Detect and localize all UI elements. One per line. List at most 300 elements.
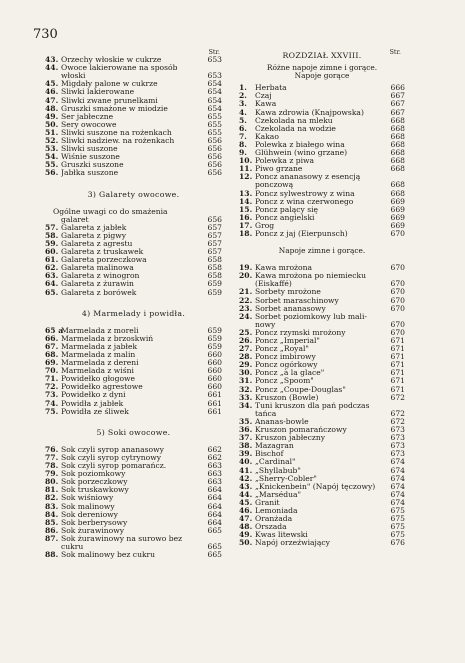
entry-number: 3. (239, 99, 247, 109)
entry-number: 87. (45, 533, 59, 543)
entry-title: Glühwein (wino grzane) (255, 149, 348, 158)
toc-entry (239, 507, 405, 515)
entry-number: 65. (45, 287, 59, 297)
entry-page: 668 (390, 164, 405, 174)
entry-number: 10. (239, 156, 253, 166)
entry-title: Galareta z winogron (61, 272, 140, 281)
entry-number: 28. (239, 352, 253, 362)
entry-title: Śliwki lakierowane (61, 88, 135, 97)
entry-number: 26. (239, 336, 253, 345)
toc-entry (45, 400, 222, 408)
entry-number: 23. (239, 303, 253, 313)
entry-number: 55. (45, 160, 59, 170)
toc-entry (45, 80, 222, 88)
entry-number: 5. (239, 115, 247, 125)
toc-entry (45, 486, 222, 494)
entry-page: 659 (207, 325, 222, 335)
toc-entry (239, 337, 405, 345)
entry-title: Powidła z jabłek (61, 399, 124, 408)
entry-title: tańca (255, 408, 277, 418)
toc-entry (239, 149, 405, 157)
toc-entry (239, 305, 405, 313)
entry-title: Kwas litewski (255, 531, 308, 540)
toc-entry (45, 446, 222, 454)
entry-title: Sok czyli syrop pomarańcz. (61, 462, 167, 471)
section-heading-napoje-gorace: Napoje gorące (294, 71, 350, 81)
entry-page: 663 (207, 461, 222, 471)
entry-title: Poncz z wina czerwonego (255, 197, 354, 206)
toc-entry (45, 224, 222, 232)
entry-page: 671 (390, 344, 405, 354)
entry-title: Marmelada z brzoskwiń (61, 334, 154, 343)
entry-page: 656 (207, 136, 222, 146)
entry-title: Poncz „à la glace" (255, 369, 325, 378)
toc-entry (239, 475, 405, 483)
entry-title: Granit (255, 498, 280, 507)
toc-entry (239, 353, 405, 361)
toc-entry (239, 539, 405, 547)
entry-title: Śliwki zwane prunelkami (61, 96, 158, 105)
entry-number: 19. (239, 263, 253, 273)
toc-entry (45, 391, 222, 399)
entry-number: 51. (45, 127, 59, 137)
entry-page: 671 (390, 360, 405, 370)
toc-entry (239, 157, 405, 165)
entry-number: 72. (45, 382, 59, 392)
toc-entry (45, 232, 222, 240)
toc-entry (45, 161, 222, 169)
section-heading-napoje-zimne: Napoje zimne i gorące. (278, 246, 366, 256)
toc-entry (45, 454, 222, 462)
toc-block-napoje-gorace (239, 84, 405, 238)
entry-number: 59. (45, 238, 59, 248)
entry-page: 667 (390, 91, 405, 101)
entry-number: 21. (239, 287, 253, 297)
entry-number: 53. (45, 144, 59, 154)
entry-page: 656 (207, 152, 222, 162)
entry-number: 25. (239, 327, 253, 337)
entry-title: Poncz ananasowy z esencją (255, 173, 361, 182)
toc-entry (45, 470, 222, 478)
entry-title: „Marsédua" (255, 490, 302, 499)
toc-entry (45, 240, 222, 248)
entry-number: 46. (239, 505, 253, 515)
entry-number: 84. (45, 509, 59, 519)
toc-entry (239, 442, 405, 450)
entry-title: Powidełko głogowe (61, 375, 136, 384)
entry-page: 659 (207, 341, 222, 351)
entry-title: nowy (255, 319, 276, 329)
entry-number: 73. (45, 390, 59, 400)
entry-title: Sok truskawkowy (61, 486, 129, 495)
toc-entry (45, 408, 222, 416)
toc-entry (45, 289, 222, 297)
entry-page: 670 (390, 263, 405, 273)
toc-entry (239, 426, 405, 434)
entry-number: 35. (239, 416, 253, 426)
toc-block-preserves (45, 56, 222, 177)
toc-entry (239, 109, 405, 117)
entry-number: 52. (45, 136, 59, 146)
entry-number: 14. (239, 196, 253, 206)
entry-number: 17. (239, 220, 253, 230)
entry-page: 656 (207, 168, 222, 178)
entry-page: 674 (390, 465, 405, 475)
entry-page: 656 (207, 214, 222, 224)
toc-block-galarety (45, 208, 222, 297)
entry-title: Mazagran (255, 442, 294, 451)
entry-title: Sorbety mrożone (255, 288, 321, 297)
entry-title: cukru (61, 541, 84, 551)
entry-number: 70. (45, 366, 59, 376)
entry-title: Migdały palone w cukrze (61, 80, 158, 89)
entry-number: 75. (45, 406, 59, 416)
entry-page: 658 (207, 271, 222, 281)
toc-entry-continuation (239, 181, 405, 189)
entry-page: 675 (390, 530, 405, 540)
entry-page: 654 (207, 95, 222, 105)
toc-entry (239, 230, 405, 238)
entry-page: 668 (390, 131, 405, 141)
entry-number: 67. (45, 341, 59, 351)
toc-entry (239, 297, 405, 305)
entry-title: Śliwki suszone na rożenkach (61, 128, 172, 137)
entry-page: 654 (207, 103, 222, 113)
entry-title: Sery owocowe (61, 120, 117, 129)
entry-title: Galareta z truskawek (61, 248, 144, 257)
toc-entry (45, 527, 222, 535)
entry-page: 654 (207, 79, 222, 89)
entry-page: 655 (207, 127, 222, 137)
entry-page: 660 (207, 366, 222, 376)
left-column (45, 48, 222, 559)
entry-number: 61. (45, 255, 59, 265)
toc-entry (45, 153, 222, 161)
entry-number: 50. (239, 538, 253, 548)
entry-page: 668 (390, 180, 405, 190)
toc-block-soki (45, 446, 222, 559)
entry-number: 33. (239, 392, 253, 402)
entry-page: 657 (207, 222, 222, 232)
entry-page: 657 (207, 230, 222, 240)
entry-page: 670 (390, 295, 405, 305)
entry-page: 657 (207, 247, 222, 257)
entry-title: Kruszon jabłeczny (255, 434, 326, 443)
entry-title: Piwo grzane (255, 165, 303, 174)
entry-page: 663 (207, 469, 222, 479)
toc-entry (239, 288, 405, 296)
toc-entry (45, 248, 222, 256)
entry-page: 664 (207, 517, 222, 527)
entry-title: Powidła ze śliwek (61, 407, 129, 416)
entry-title: Orzechy włoskie w cukrze (61, 56, 162, 65)
entry-page: 668 (390, 188, 405, 198)
entry-page: 670 (390, 279, 405, 289)
entry-title: Sorbet maraschinowy (255, 296, 339, 305)
entry-title: Kakao (255, 132, 279, 141)
toc-entry (239, 198, 405, 206)
entry-number: 45. (45, 79, 59, 89)
toc-entry (239, 329, 405, 337)
entry-title: Kawa (255, 100, 277, 109)
entry-number: 12. (239, 172, 253, 182)
toc-entry (45, 375, 222, 383)
entry-page: 669 (390, 204, 405, 214)
toc-entry (239, 222, 405, 230)
entry-page: 660 (207, 350, 222, 359)
toc-entry (239, 377, 405, 385)
toc-entry (45, 137, 222, 145)
entry-page: 676 (390, 538, 405, 548)
entry-title: Galareta z żurawin (61, 280, 134, 289)
entry-title: Lemoniada (255, 506, 298, 515)
entry-number: 62. (45, 263, 59, 273)
toc-entry (239, 133, 405, 141)
toc-entry (45, 511, 222, 519)
entry-number: 49. (239, 530, 253, 540)
toc-entry (45, 272, 222, 280)
toc-entry (45, 462, 222, 470)
entry-page: 673 (390, 441, 405, 451)
toc-entry (45, 105, 222, 113)
toc-entry (239, 84, 405, 92)
toc-entry (239, 190, 405, 198)
entry-page: 669 (390, 220, 405, 230)
toc-entry (45, 113, 222, 121)
entry-page: 670 (390, 319, 405, 329)
entry-page: 663 (207, 477, 222, 487)
entry-title: Polewka z białego wina (255, 140, 345, 149)
entry-page: 662 (207, 444, 222, 454)
entry-title: Sok berberysowy (61, 518, 128, 527)
entry-title: Sok żurawinowy na surowo bez (61, 534, 183, 543)
entry-number: 76. (45, 444, 59, 454)
entry-title: Wiśnie suszone (61, 153, 120, 162)
toc-entry (239, 450, 405, 458)
entry-title: Bischof (255, 450, 284, 459)
entry-title: Grog (255, 221, 275, 230)
entry-number: 56. (45, 168, 59, 178)
entry-title: Gruszki suszone (61, 161, 124, 170)
entry-title: Poncz sylwestrowy z wina (255, 189, 355, 198)
toc-entry (45, 551, 222, 559)
entry-number: 57. (45, 222, 59, 232)
entry-title: Sok porzeczkowy (61, 478, 128, 487)
entry-title: Poncz „Spoom" (255, 377, 314, 386)
page-column-label: Str. (389, 48, 401, 56)
toc-entry (45, 88, 222, 96)
toc-entry (45, 280, 222, 288)
entry-page: 672 (390, 416, 405, 426)
entry-number: 81. (45, 485, 59, 495)
entry-page: 655 (207, 111, 222, 121)
entry-title: Poncz angielski (255, 213, 315, 222)
entry-number: 79. (45, 469, 59, 479)
entry-title: Sok wiśniowy (61, 494, 114, 503)
entry-title: Oranżada (255, 515, 293, 524)
entry-title: „Sherry-Cobler" (255, 474, 317, 483)
entry-title: Poncz „Coupe-Douglas" (255, 385, 346, 394)
entry-title: Poncz imbirowy (255, 353, 316, 362)
entry-page: 670 (390, 228, 405, 238)
entry-number: 29. (239, 360, 253, 370)
entry-page: 668 (390, 148, 405, 158)
entry-page: 660 (207, 374, 222, 384)
entry-number: 44. (45, 63, 59, 73)
entry-page: 674 (390, 457, 405, 467)
entry-number: 45. (239, 497, 253, 507)
entry-title: Ogólne uwagi co do smażenia (53, 206, 168, 216)
entry-page: 660 (207, 382, 222, 392)
entry-number: 47. (45, 95, 59, 105)
entry-number: 16. (239, 212, 253, 222)
entry-number: 50. (45, 119, 59, 129)
entry-page: 666 (390, 83, 405, 93)
entry-title: (Eiskaffé) (255, 279, 292, 289)
entry-number: 34. (239, 400, 253, 410)
entry-page: 664 (207, 501, 222, 511)
entry-number: 86. (45, 525, 59, 535)
entry-page: 665 (207, 550, 222, 560)
toc-entry (45, 97, 222, 105)
entry-title: Poncz ogórkowy (255, 361, 318, 370)
entry-number: 80. (45, 477, 59, 487)
entry-page: 658 (207, 255, 222, 265)
entry-title: Polewka z piwa (255, 157, 315, 166)
entry-page: 659 (207, 279, 222, 289)
entry-number: 18. (239, 228, 253, 238)
entry-page: 671 (390, 352, 405, 362)
entry-page: 667 (390, 107, 405, 117)
toc-entry (45, 56, 222, 64)
toc-entry-continuation (239, 410, 405, 418)
entry-page: 671 (390, 336, 405, 345)
toc-entry (239, 345, 405, 353)
toc-entry (45, 478, 222, 486)
entry-page: 672 (390, 392, 405, 402)
entry-page: 675 (390, 522, 405, 532)
entry-number: 78. (45, 461, 59, 471)
entry-title: Kruszon pomarańczowy (255, 426, 347, 435)
entry-number: 82. (45, 493, 59, 503)
entry-page: 665 (207, 525, 222, 535)
entry-title: „Shyllabub" (255, 466, 301, 475)
entry-title: Ser jabłeczne (61, 112, 114, 121)
chapter-subheading: Różne napoje zimne i gorące. (266, 63, 378, 73)
entry-number: 36. (239, 425, 253, 435)
toc-entry (45, 503, 222, 511)
toc-entry (239, 141, 405, 149)
entry-page: 656 (207, 144, 222, 154)
entry-page: 661 (207, 406, 222, 416)
toc-entry (239, 531, 405, 539)
entry-page: 671 (390, 376, 405, 386)
toc-entry-continuation (239, 280, 405, 288)
entry-page: 672 (390, 408, 405, 418)
entry-number: 66. (45, 333, 59, 343)
entry-title: Owoce lakierowane na sposób (61, 64, 178, 73)
entry-page: 675 (390, 505, 405, 515)
entry-number: 42. (239, 473, 253, 483)
entry-page: 662 (207, 452, 222, 462)
entry-title: Gruszki smażone w miodzie (61, 104, 168, 113)
entry-number: 88. (45, 550, 59, 560)
entry-number: 48. (45, 103, 59, 113)
entry-title: Powidełko agrestowe (61, 383, 143, 392)
entry-number: 63. (45, 271, 59, 281)
entry-page: 654 (207, 87, 222, 97)
page-column-label: Str. (208, 48, 220, 56)
entry-title: Galareta z pigwy (61, 231, 127, 240)
entry-number: 1. (239, 83, 247, 93)
toc-entry (239, 458, 405, 466)
entry-title: Galareta malinowa (61, 264, 134, 273)
entry-title: Galareta z agrestu (61, 239, 133, 248)
entry-page: 670 (390, 303, 405, 313)
entry-title: Galareta z borówek (61, 288, 137, 297)
entry-number: 9. (239, 148, 247, 158)
toc-entry-continuation (45, 543, 222, 551)
entry-page: 675 (390, 514, 405, 524)
section-heading-soki: 5) Soki owocowe. (96, 427, 171, 437)
entry-title: Sok poziomkowy (61, 470, 126, 479)
entry-title: Ananas-bowle (255, 417, 309, 426)
entry-number: 7. (239, 131, 247, 141)
toc-entry (45, 121, 222, 129)
entry-page: 656 (207, 160, 222, 170)
toc-entry (45, 343, 222, 351)
entry-title: Marmelada z jabłek (61, 342, 138, 351)
entry-page: 653 (207, 55, 222, 65)
toc-entry (239, 418, 405, 426)
entry-title: Marmelada z malin (61, 351, 136, 359)
toc-entry (45, 169, 222, 177)
toc-entry (239, 523, 405, 531)
entry-page: 674 (390, 497, 405, 507)
entry-page: 670 (390, 327, 405, 337)
entry-number: 44. (239, 489, 253, 499)
entry-number: 54. (45, 152, 59, 162)
toc-block-marmelady (45, 327, 222, 416)
entry-title: Czekolada na mleku (255, 116, 333, 125)
toc-entry (45, 327, 222, 335)
entry-page: 668 (390, 156, 405, 166)
entry-title: Marmelada z moreli (61, 326, 139, 335)
entry-page: 673 (390, 425, 405, 435)
entry-title: Powidełko z dyni (61, 391, 126, 400)
entry-title: Sok czyli syrop cytrynowy (61, 453, 162, 462)
entry-number: 83. (45, 501, 59, 511)
entry-number: 41. (239, 465, 253, 475)
toc-entry (239, 499, 405, 507)
toc-entry (239, 214, 405, 222)
entry-number: 22. (239, 295, 253, 305)
entry-title: Galareta porzeczkowa (61, 256, 147, 265)
entry-title: Poncz „Imperial" (255, 337, 320, 345)
toc-entry (239, 264, 405, 272)
entry-title: „Cardinal" (255, 458, 296, 467)
toc-entry (45, 519, 222, 527)
entry-number: 65 a (45, 325, 64, 335)
entry-number: 8. (239, 139, 247, 149)
entry-number: 43. (239, 481, 253, 491)
entry-number: 20. (239, 271, 253, 281)
entry-title: Sorbet ananasowy (255, 304, 326, 313)
entry-number: 38. (239, 441, 253, 451)
entry-page: 670 (390, 287, 405, 297)
toc-entry (45, 335, 222, 343)
entry-number: 39. (239, 449, 253, 459)
